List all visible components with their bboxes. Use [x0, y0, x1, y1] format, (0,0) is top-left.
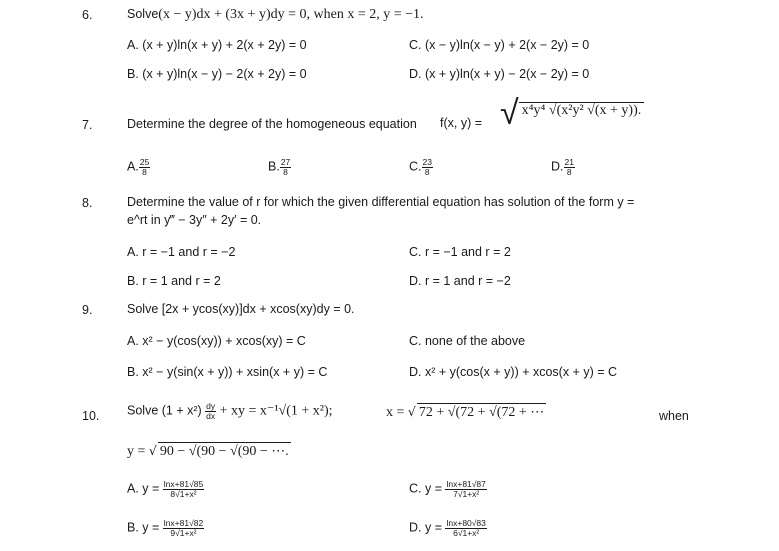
- option-10a-label: A. y =: [127, 481, 160, 496]
- question-10-y-expression: [127, 442, 291, 460]
- question-10-derivative: $\frac{dy}{dx}$: [206, 401, 216, 421]
- option-9d: D. x² + y(cos(x + y)) + xcos(x + y) = C: [409, 365, 618, 379]
- question-number-6: 6.: [82, 8, 93, 22]
- question-9-text: Solve [2x + ycos(xy)]dx + xcos(xy)dy = 0.: [127, 302, 355, 316]
- option-10d-fraction: $\frac{\ln x+80√83}{\text{6√1+x²}}$: [446, 518, 486, 538]
- option-10b-label: B. y =: [127, 520, 160, 535]
- question-number-8: 8.: [82, 196, 93, 210]
- option-7c-label: C.: [409, 159, 422, 174]
- question-10-when: when: [659, 409, 689, 423]
- option-7c: [409, 158, 433, 176]
- question-number-10: 10.: [82, 409, 100, 423]
- option-7d: [551, 158, 575, 176]
- option-10c-fraction: $\frac{\ln x+81√87}{\text{7√1+x²}}$: [446, 479, 486, 499]
- radical-sign: √: [500, 93, 519, 133]
- option-7b: [268, 158, 291, 176]
- option-9a: A. x² − y(cos(xy)) + xcos(xy) = C: [127, 334, 306, 348]
- option-10c-label: C. y =: [409, 481, 442, 496]
- option-7d-label: D.: [551, 159, 564, 174]
- option-6d: D. (x + y)ln(x + y) − 2(x − 2y) = 0: [409, 67, 590, 81]
- x-radicand: 72 + √(72 + √(72 + ⋯: [418, 405, 545, 420]
- option-8d: D. r = 1 and r = −2: [409, 274, 511, 288]
- option-10a-fraction: $\frac{\ln x+81√85}{\text{8√1+x²}}$: [163, 479, 204, 499]
- option-10c: [409, 480, 487, 498]
- question-6-equation: (x − y)dx + (3x + y)dy = 0, when x = 2, y = −1.: [158, 7, 424, 22]
- x-equals: x =: [386, 405, 408, 420]
- y-equals: y =: [127, 444, 149, 459]
- option-7c-fraction: $\frac{23}{8}$: [422, 157, 432, 177]
- question-8-line1: Determine the value of r for which the given differential equation has solution of the form y =: [127, 195, 635, 209]
- y-radicand: 90 − √(90 − √(90 − ⋯.: [159, 444, 289, 459]
- option-7a-label: A.: [127, 159, 139, 174]
- question-8-line2: e^rt in y‴ − 3y″ + 2y′ = 0.: [127, 213, 262, 227]
- question-7-text: Determine the degree of the homogeneous equation: [127, 117, 417, 131]
- option-10d-label: D. y =: [409, 520, 442, 535]
- question-10-equation: [127, 402, 333, 420]
- question-7-function: f(x, y) =: [440, 116, 483, 130]
- option-8a: A. r = −1 and r = −2: [127, 245, 236, 259]
- option-10d: [409, 519, 487, 537]
- option-7b-label: B.: [268, 159, 280, 174]
- option-6a: A. (x + y)ln(x + y) + 2(x + 2y) = 0: [127, 38, 307, 52]
- option-10b-fraction: $\frac{\ln x+81√82}{\text{9√1+x²}}$: [163, 518, 204, 538]
- option-7a-fraction: $\frac{25}{8}$: [139, 157, 150, 177]
- radical-sign: √: [148, 443, 157, 458]
- option-10a: [127, 480, 204, 498]
- question-number-7: 7.: [82, 118, 93, 132]
- question-number-9: 9.: [82, 303, 93, 317]
- radical-sign: √: [407, 404, 416, 419]
- option-8b: B. r = 1 and r = 2: [127, 274, 221, 288]
- option-7b-fraction: $\frac{27}{8}$: [280, 157, 291, 177]
- option-10b: [127, 519, 204, 537]
- option-6b: B. (x + y)ln(x − y) − 2(x + 2y) = 0: [127, 67, 307, 81]
- question-7-radical: [500, 93, 644, 136]
- option-7d-fraction: $\frac{21}{8}$: [564, 157, 574, 177]
- option-9c: C. none of the above: [409, 334, 526, 348]
- question-7-radicand: x⁴y⁴ √(x²y² √(x + y)).: [519, 102, 645, 118]
- question-10-rest: + xy = x⁻¹√(1 + x²);: [219, 403, 333, 419]
- option-8c: C. r = −1 and r = 2: [409, 245, 511, 259]
- question-6-text: [127, 7, 424, 23]
- question-10-x-expression: [386, 403, 546, 421]
- option-7a: [127, 158, 150, 176]
- question-10-solve: Solve (1 + x²): [127, 403, 202, 418]
- option-6c: C. (x − y)ln(x − y) + 2(x − 2y) = 0: [409, 38, 590, 52]
- question-6-prefix: Solve: [127, 7, 159, 21]
- option-9b: B. x² − y(sin(x + y)) + xsin(x + y) = C: [127, 365, 328, 379]
